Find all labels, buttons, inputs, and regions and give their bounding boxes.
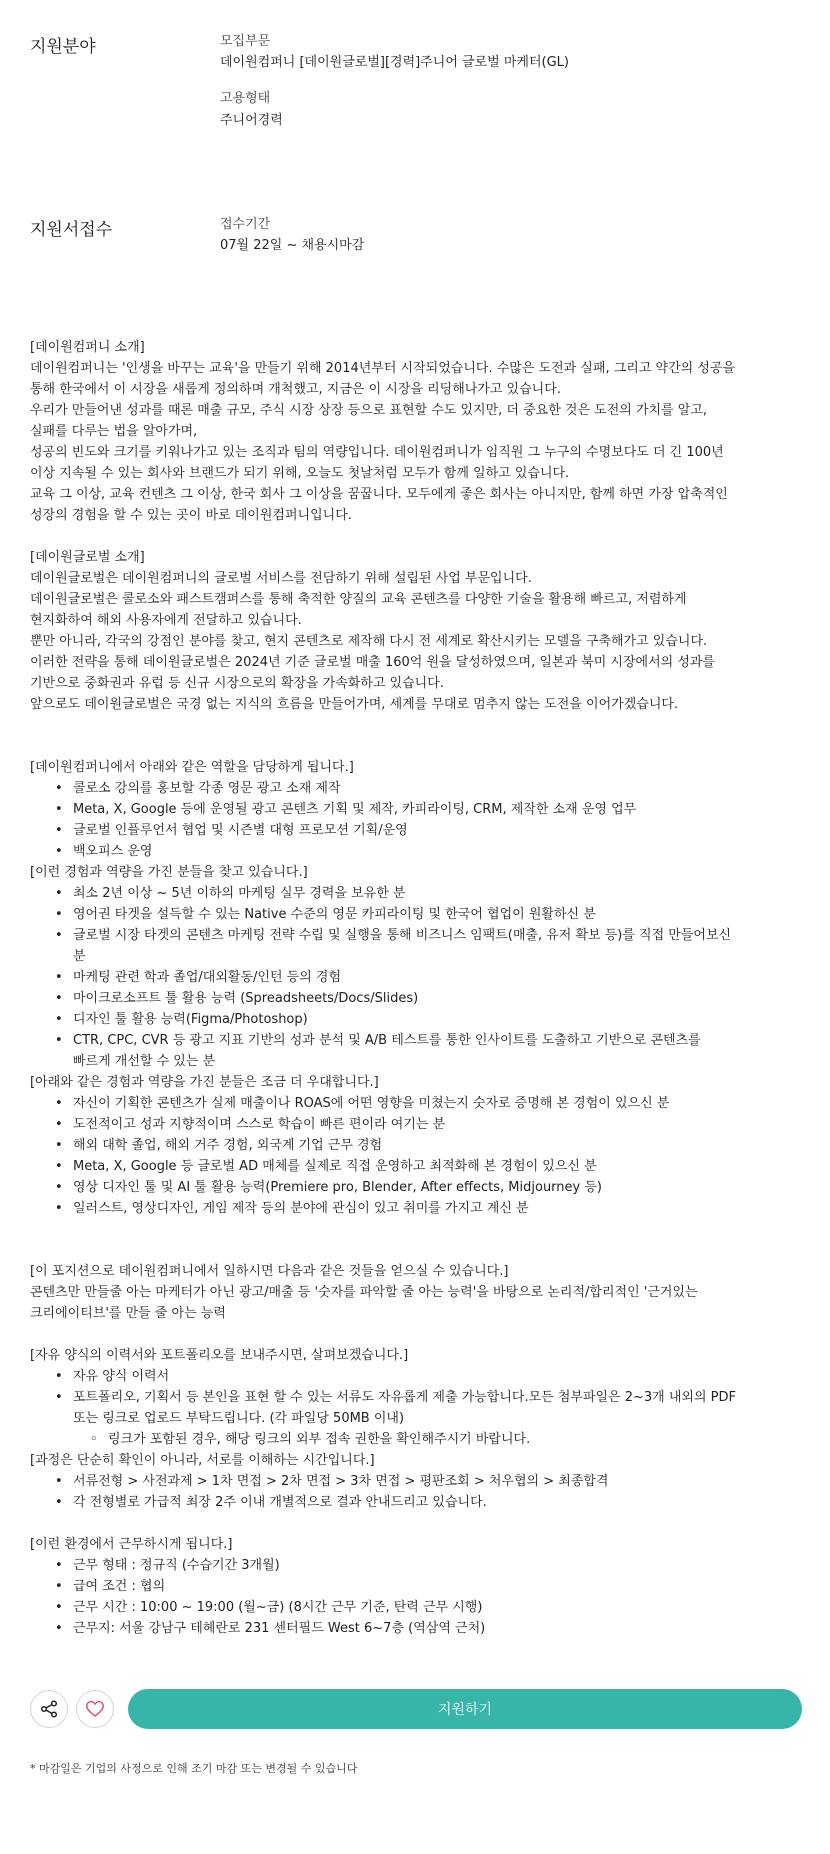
list-item: • 디자인 툴 활용 능력(Figma/Photoshop): [30, 1009, 805, 1030]
list-item: • 마이크로소프트 툴 활용 능력 (Spreadsheets/Docs/Slides): [30, 988, 805, 1009]
field-section-title: 지원분야: [30, 37, 96, 57]
list-item: • 백오피스 운영: [30, 841, 805, 862]
global-intro-line: 뿐만 아니라, 각국의 강점인 분야를 찾고, 현지 콘텐츠로 제작해 다시 전 세계로 확산시키는 모델을 구축해가고 있습니다.: [30, 634, 708, 649]
deadline-notice: * 마감일은 기업의 사정으로 인해 조기 마감 또는 변경될 수 있습니다: [30, 1762, 358, 1775]
period-label: 접수기간: [220, 217, 271, 232]
list-item: • 서류전형 > 사전과제 > 1차 면접 > 2차 면접 > 3차 면접 > 평판조회 > 처우협의 > 최종합격: [30, 1471, 805, 1492]
global-intro-line: 현지화하여 해외 사용자에게 전달하고 있습니다.: [30, 613, 302, 628]
role-heading: [데이원컴퍼니에서 아래와 같은 역할을 담당하게 됩니다.]: [30, 760, 354, 775]
global-intro-line: 앞으로도 데이원글로벌은 국경 없는 지식의 흐름을 만들어가며, 세계를 무대로 멈추지 않는 도전을 이어가겠습니다.: [30, 697, 679, 712]
list-item: • 자유 양식 이력서: [30, 1366, 805, 1387]
list-item: • 근무 형태 : 정규직 (수습기간 3개월): [30, 1555, 805, 1576]
company-intro-line: 성장의 경험을 할 수 있는 곳이 바로 데이원컴퍼니입니다.: [30, 508, 352, 523]
period-value: 07월 22일 ~ 채용시마감: [220, 238, 365, 253]
field-section: [30, 32, 800, 132]
list-item: • 최소 2년 이상 ~ 5년 이하의 마케팅 실무 경력을 보유한 분: [30, 883, 805, 904]
employment-value: 주니어경력: [220, 113, 283, 128]
list-item: • 글로벌 인플루언서 협업 및 시즌별 대형 프로모션 기획/운영: [30, 820, 805, 841]
benefit-heading: [이 포지션으로 데이원컴퍼니에서 일하시면 다음과 같은 것들을 얻으실 수 있습니다.]: [30, 1264, 509, 1279]
job-description: [30, 337, 805, 1639]
global-intro-line: 데이원글로벌은 콜로소와 패스트캠퍼스를 통해 축적한 양질의 교육 콘텐츠를 다양한 기술을 활용해 빠르고, 저렴하게: [30, 592, 687, 607]
global-intro-line: 데이원글로벌은 데이원컴퍼니의 글로벌 서비스를 전담하기 위해 설립된 사업 부문입니다.: [30, 571, 532, 586]
apply-section-title: 지원서접수: [30, 220, 113, 240]
list-item-line: • 글로벌 시장 타겟의 콘텐츠 마케팅 전략 수립 및 실행을 통해 비즈니스 임팩트(매출, 유저 확보 등)를 직접 만들어보신: [73, 928, 732, 943]
list-item: • 콜로소 강의를 홍보할 각종 영문 광고 소재 제작: [30, 778, 805, 799]
preferred-heading: [아래와 같은 경험과 역량을 가진 분들은 조금 더 우대합니다.]: [30, 1075, 379, 1090]
list-item: • 근무지: 서울 강남구 테헤란로 231 센터필드 West 6~7층 (역삼역 근처): [30, 1618, 805, 1639]
company-intro-heading: [데이원컴퍼니 소개]: [30, 340, 145, 355]
documents-heading: [자유 양식의 이력서와 포트폴리오를 보내주시면, 살펴보겠습니다.]: [30, 1348, 409, 1363]
share-button[interactable]: [30, 1690, 68, 1728]
list-item: • 마케팅 관련 학과 졸업/대외활동/인턴 등의 경험: [30, 967, 805, 988]
list-item: • 급여 조건 : 협의: [30, 1576, 805, 1597]
list-item: • 각 전형별로 가급적 최장 2주 이내 개별적으로 결과 안내드리고 있습니다.: [30, 1492, 805, 1513]
list-item: • 영상 디자인 툴 및 AI 툴 활용 능력(Premiere pro, Blender, After effects, Midjourney 등): [30, 1177, 805, 1198]
company-intro-line: 성공의 빈도와 크기를 키워나가고 있는 조직과 팀의 역량입니다. 데이원컴퍼니가 임직원 그 누구의 수명보다도 더 긴 100년: [30, 445, 724, 460]
company-intro-line: 이상 지속될 수 있는 회사와 브랜드가 되기 위해, 오늘도 첫날처럼 모두가 함께 일하고 있습니다.: [30, 466, 570, 481]
preferred-list: [30, 1093, 805, 1219]
benefit-line: 콘텐츠만 만들줄 아는 마케터가 아닌 광고/매출 등 '숫자를 파악할 줄 아는 능력'을 바탕으로 논리적/합리적인 '근거있는: [30, 1285, 698, 1300]
recruit-value: 데이원컴퍼니 [데이원글로벌][경력]주니어 글로벌 마케터(GL): [220, 55, 569, 70]
list-item: • Meta, X, Google 등에 운영될 광고 콘텐츠 기획 및 제작, 카피라이팅, CRM, 제작한 소재 운영 업무: [30, 799, 805, 820]
requirements-list: [30, 883, 805, 1072]
documents-list: [30, 1366, 805, 1450]
company-intro-line: 통해 한국에서 이 시장을 새롭게 정의하며 개척했고, 지금은 이 시장을 리딩해나가고 있습니다.: [30, 382, 561, 397]
company-intro-line: 실패를 다루는 법을 알아가며,: [30, 424, 198, 439]
heart-icon: [85, 1699, 105, 1719]
apply-button[interactable]: 지원하기: [128, 1689, 802, 1729]
benefit-line: 크리에이티브'를 만들 줄 아는 능력: [30, 1306, 226, 1321]
process-list: [30, 1471, 805, 1513]
requirements-heading: [이런 경험과 역량을 가진 분들을 찾고 있습니다.]: [30, 865, 308, 880]
company-intro-line: 우리가 만들어낸 성과를 때론 매출 규모, 주식 시장 상장 등으로 표현할 수도 있지만, 더 중요한 것은 도전의 가치를 알고,: [30, 403, 708, 418]
environment-heading: [이런 환경에서 근무하시게 됩니다.]: [30, 1537, 233, 1552]
list-item: • 자신이 기획한 콘텐츠가 실제 매출이나 ROAS에 어떤 영향을 미쳤는지 숫자로 증명해 본 경험이 있으신 분: [30, 1093, 805, 1114]
list-item-line: 빠르게 개선할 수 있는 분: [73, 1054, 216, 1069]
role-list: [30, 778, 805, 862]
list-item: [30, 925, 805, 967]
company-intro-line: 데이원컴퍼니는 '인생을 바꾸는 교육'을 만들기 위해 2014년부터 시작되었습니다. 수많은 도전과 실패, 그리고 약간의 성공을: [30, 361, 736, 376]
global-intro-heading: [데이원글로벌 소개]: [30, 550, 145, 565]
global-intro-line: 기반으로 중화권과 유럽 등 신규 시장으로의 확장을 가속화하고 있습니다.: [30, 676, 444, 691]
global-intro-line: 이러한 전략을 통해 데이원글로벌은 2024년 기준 글로벌 매출 160억 원을 달성하였으며, 일본과 북미 시장에서의 성과를: [30, 655, 715, 670]
environment-list: [30, 1555, 805, 1639]
company-intro-line: 교육 그 이상, 교육 컨텐츠 그 이상, 한국 회사 그 이상을 꿈꿉니다. 모두에게 좋은 회사는 아니지만, 함께 하면 가장 압축적인: [30, 487, 728, 502]
list-item: • Meta, X, Google 등 글로벌 AD 매체를 실제로 직접 운영하고 최적화해 본 경험이 있으신 분: [30, 1156, 805, 1177]
apply-section-body: [220, 215, 364, 257]
employment-label: 고용형태: [220, 91, 271, 106]
list-item: • 근무 시간 : 10:00 ~ 19:00 (월~금) (8시간 근무 기준, 탄력 근무 시행): [30, 1597, 805, 1618]
list-item-line: • 포트폴리오, 기획서 등 본인을 표현 할 수 있는 서류도 자유롭게 제출 가능합니다.모든 첨부파일은 2~3개 내외의 PDF: [73, 1390, 737, 1405]
list-item-line: 분: [73, 949, 86, 964]
action-bar: [30, 1689, 802, 1729]
field-section-body: [220, 32, 569, 132]
list-item: [30, 1030, 805, 1072]
apply-section: [30, 215, 800, 257]
recruit-label: 모집부문: [220, 34, 271, 49]
list-sub-item: ◦ 링크가 포함된 경우, 해당 링크의 외부 접속 권한을 확인해주시기 바랍니다.: [30, 1429, 805, 1450]
list-item: • 도전적이고 성과 지향적이며 스스로 학습이 빠른 편이라 여기는 분: [30, 1114, 805, 1135]
list-item: • 일러스트, 영상디자인, 게임 제작 등의 분야에 관심이 있고 취미를 가지고 계신 분: [30, 1198, 805, 1219]
list-item-line: • CTR, CPC, CVR 등 광고 지표 기반의 성과 분석 및 A/B 테스트를 통한 인사이트를 도출하고 기반으로 콘텐츠를: [73, 1033, 701, 1048]
share-icon: [39, 1699, 59, 1719]
list-item: [30, 1387, 805, 1429]
list-item: • 영어권 타겟을 설득할 수 있는 Native 수준의 영문 카피라이팅 및 한국어 협업이 원활하신 분: [30, 904, 805, 925]
list-item: • 해외 대학 졸업, 해외 거주 경험, 외국계 기업 근무 경험: [30, 1135, 805, 1156]
process-heading: [과정은 단순히 확인이 아니라, 서로를 이해하는 시간입니다.]: [30, 1453, 375, 1468]
like-button[interactable]: [76, 1690, 114, 1728]
list-item-line: 또는 링크로 업로드 부탁드립니다. (각 파일당 50MB 이내): [73, 1411, 405, 1426]
